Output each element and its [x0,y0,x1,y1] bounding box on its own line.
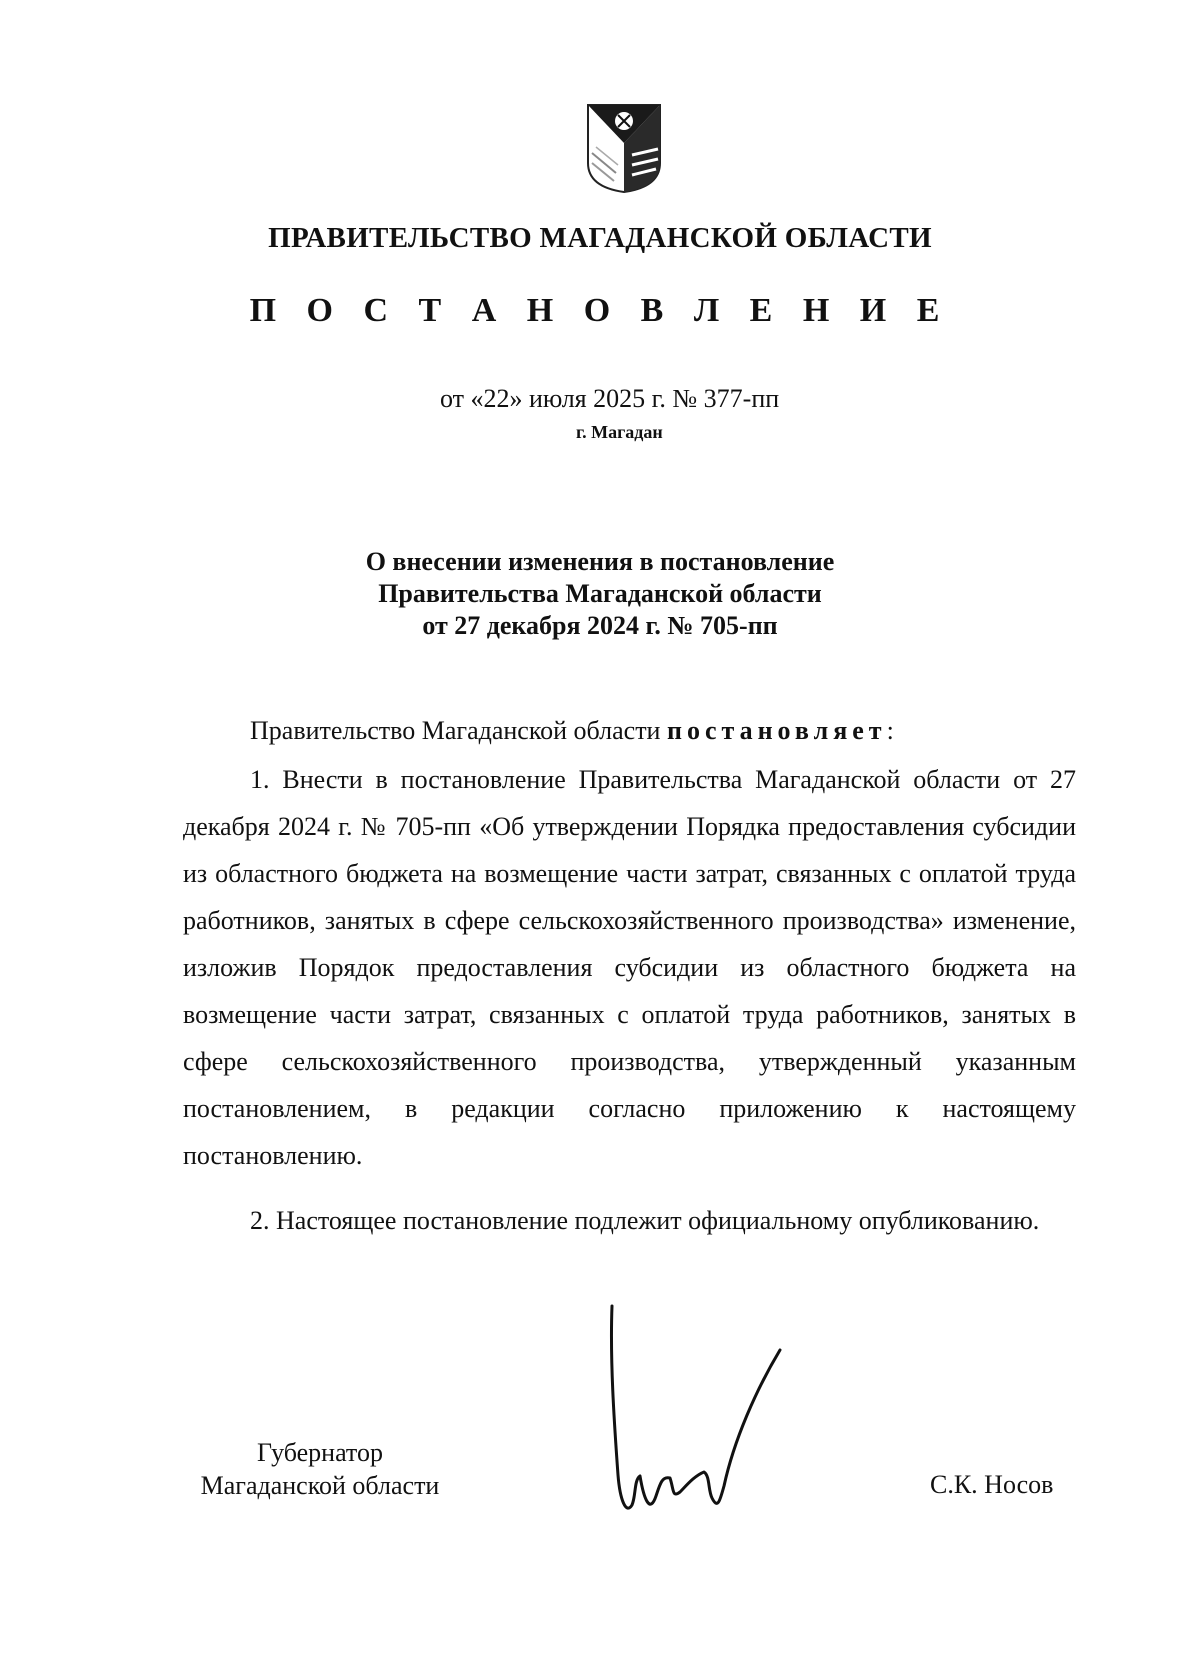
preamble [183,716,1076,746]
signatory-position-line: Магаданской области [200,1471,440,1500]
magadan-coat-of-arms-icon [586,103,662,194]
handwritten-signature-icon [600,1300,800,1540]
signatory-name: С.К. Носов [930,1470,1054,1499]
preamble-colon: : [886,716,894,745]
document-type: П О С Т А Н О В Л Е Н И Е [249,292,951,329]
resolution-item-2: 2. Настоящее постановление подлежит официальному опубликованию. [250,1206,1040,1235]
resolution-item-1: 1. Внести в постановление Правительства Магаданской области от 27 декабря 2024 г. № 705-пп «Об утверждении Порядка предоставления субсидии из областного бюджета на возмещение части затрат, связанных с оплатой труда работников, занятых в сфере сельскохозяйственного производства» изменение, изложив Порядок предоставления субсидии из областного бюджета на возмещение части затрат, связанных с оплатой труда работников, занятых в сфере сельскохозяйственного производства, утвержденный указанным постановлением, в редакции согласно приложению к настоящему постановлению. [183,765,1076,1170]
preamble-text: Правительство Магаданской области [250,716,667,745]
signatory-position [185,1436,455,1502]
document-place: г. Магадан [576,422,663,442]
subject-line: Правительства Магаданской области [378,579,822,608]
document-date-number: от «22» июля 2025 г. № 377-пп [440,384,780,413]
preamble-decree-word: постановляет [666,716,887,745]
government-title: ПРАВИТЕЛЬСТВО МАГАДАНСКОЙ ОБЛАСТИ [268,222,932,254]
subject-line: О внесении изменения в постановление [365,547,835,576]
document-subject [0,546,1200,642]
signatory-position-line: Губернатор [257,1438,383,1467]
subject-line: от 27 декабря 2024 г. № 705-пп [422,611,778,640]
